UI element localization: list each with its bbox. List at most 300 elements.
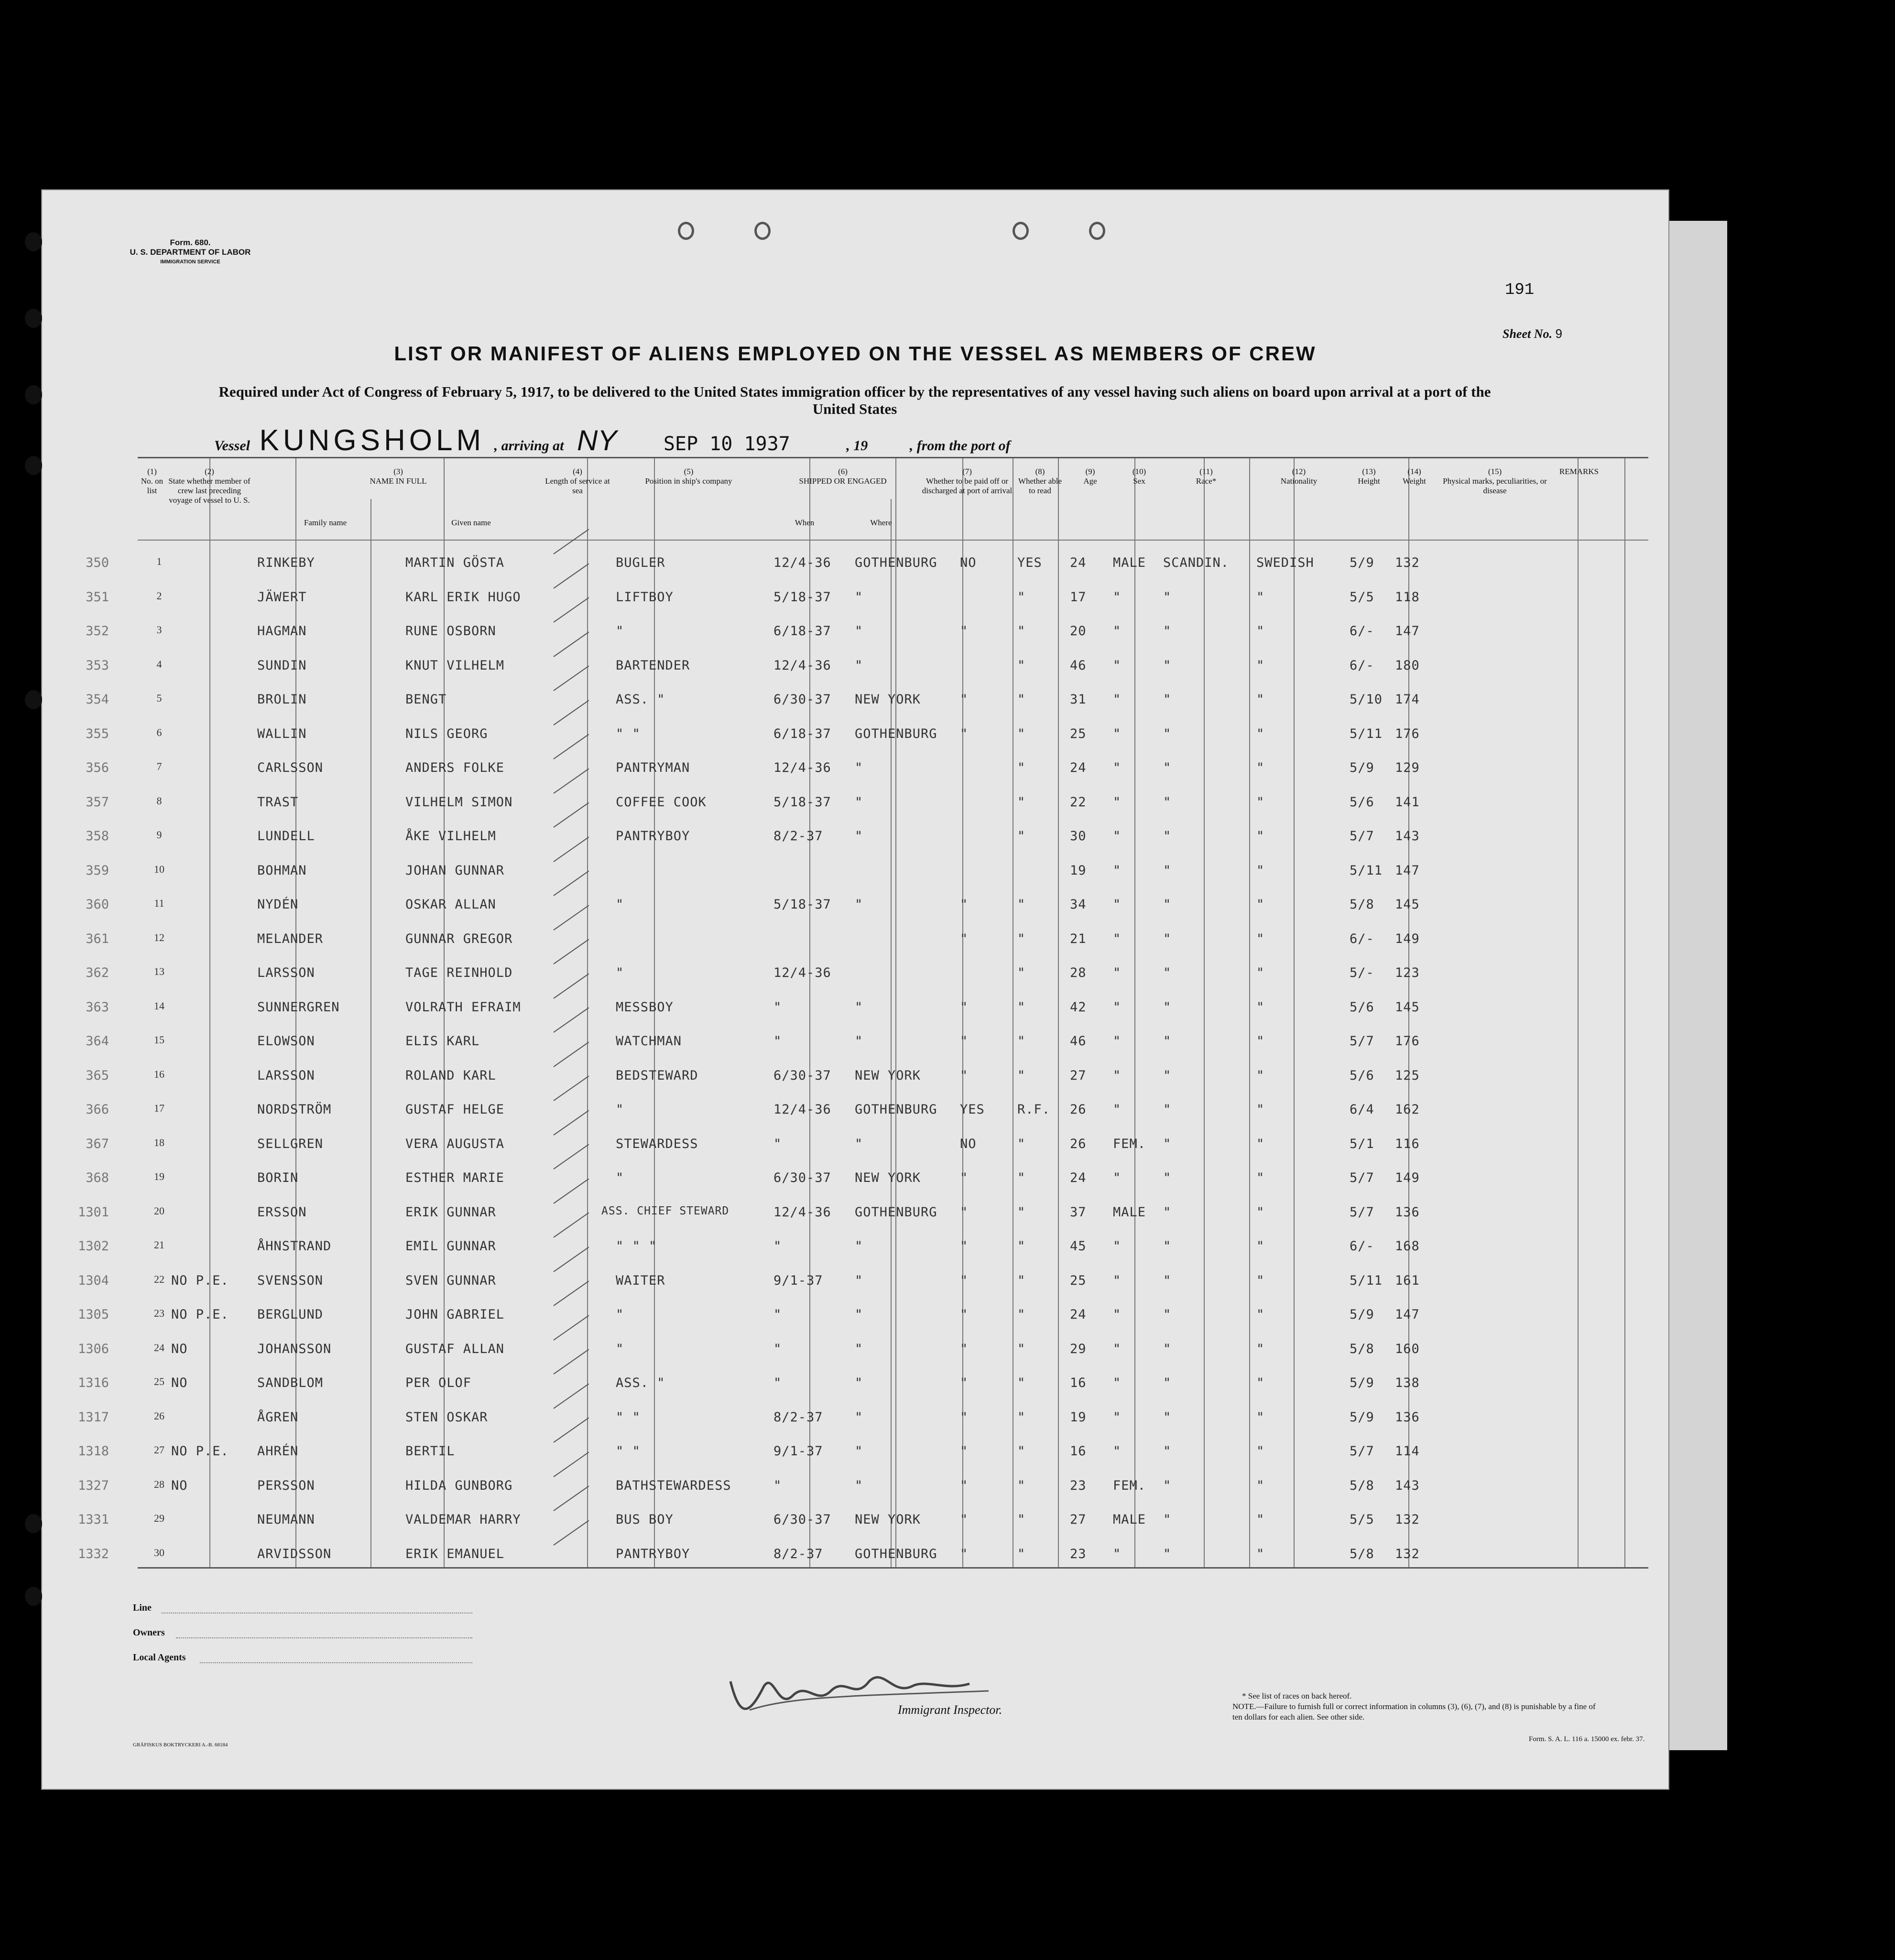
punch-hole (25, 232, 42, 251)
cell-sex: FEM. (1113, 1478, 1146, 1493)
cell-position: " " (616, 1444, 641, 1459)
vessel-line (214, 423, 1011, 457)
cell-age: 42 (1070, 999, 1087, 1015)
cell-no: 12 (154, 931, 164, 943)
cell-height: 5/11 (1350, 863, 1383, 878)
cell-given: VOLRATH EFRAIM (405, 999, 521, 1015)
cell-family: SANDBLOM (257, 1375, 324, 1390)
cell-given: ELIS KARL (405, 1034, 480, 1049)
margin-number: 359 (86, 863, 109, 878)
cell-age: 34 (1070, 897, 1087, 912)
cell-weight: 116 (1395, 1136, 1420, 1151)
cell-race: " (1163, 1444, 1172, 1459)
column-header (166, 467, 252, 505)
binder-ring (1089, 222, 1105, 240)
cell-weight: 129 (1395, 760, 1420, 775)
cell-family: LARSSON (257, 1068, 315, 1083)
cell-race: " (1163, 931, 1172, 946)
page-stamp: 191 (1505, 281, 1535, 299)
cell-where: " (855, 624, 863, 639)
table-row (77, 1499, 1648, 1533)
cell-no: 10 (154, 863, 164, 875)
cell-family: SUNDIN (257, 658, 307, 673)
cell-read: " (1017, 794, 1026, 810)
cell-where: GOTHENBURG (855, 555, 937, 570)
margin-number: 1302 (77, 1239, 109, 1254)
cell-where: " (855, 1478, 863, 1493)
cell-given: STEN OSKAR (405, 1409, 488, 1425)
cell-height: 5/8 (1350, 1478, 1374, 1493)
cell-age: 27 (1070, 1512, 1087, 1527)
column-label: Physical marks, peculiarities, or disease (1443, 476, 1547, 495)
cell-sex: " (1113, 931, 1122, 946)
cell-when: 12/4-36 (773, 1204, 831, 1220)
column-header (766, 467, 919, 486)
cell-when: " (773, 1375, 782, 1390)
cell-sex: " (1113, 965, 1122, 980)
cell-nat: " (1256, 931, 1265, 946)
cell-height: 5/8 (1350, 897, 1374, 912)
cell-age: 27 (1070, 1068, 1087, 1083)
cell-read: " (1017, 1512, 1026, 1527)
cell-sex: " (1113, 692, 1122, 707)
column-label: Weight (1403, 476, 1426, 486)
cell-given: ESTHER MARIE (405, 1170, 505, 1185)
cell-race: " (1163, 999, 1172, 1015)
binder-ring (678, 222, 694, 240)
cell-when: 6/30-37 (773, 1512, 831, 1527)
cell-read: " (1017, 1273, 1026, 1288)
binder-ring (1013, 222, 1029, 240)
cell-paid: " (960, 1307, 969, 1322)
cell-read: " (1017, 1068, 1026, 1083)
cell-read: " (1017, 1034, 1026, 1049)
cell-read: " (1017, 760, 1026, 775)
cell-paid: " (960, 624, 969, 639)
cell-height: 5/1 (1350, 1136, 1374, 1151)
cell-sex: " (1113, 1102, 1122, 1117)
year-label: , 19 (846, 438, 868, 454)
cell-given: JOHN GABRIEL (405, 1307, 505, 1322)
cell-nat: " (1256, 999, 1265, 1015)
table-row (77, 1533, 1648, 1567)
column-label: Whether able to read (1018, 476, 1062, 495)
printer-imprint: GRÄFISKUS BOKTRYCKERI A.-B. 68184 (133, 1742, 228, 1748)
cell-given: KNUT VILHELM (405, 658, 505, 673)
margin-number: 367 (86, 1136, 109, 1151)
cell-paid: YES (960, 1102, 985, 1117)
column-number: (2) (205, 467, 214, 476)
table-row (77, 1225, 1648, 1259)
cell-race: " (1163, 1375, 1172, 1390)
cell-position: BARTENDER (616, 658, 690, 673)
cell-sex: " (1113, 1273, 1122, 1288)
column-label: Length of service at sea (545, 476, 610, 495)
cell-nat: " (1256, 1204, 1265, 1220)
margin-number: 353 (86, 658, 109, 673)
cell-family: LARSSON (257, 965, 315, 980)
cell-height: 6/4 (1350, 1102, 1374, 1117)
margin-number: 362 (86, 965, 109, 980)
cell-position: COFFEE COOK (616, 794, 707, 810)
cell-sex: " (1113, 863, 1122, 878)
cell-nat: SWEDISH (1256, 555, 1314, 570)
cell-age: 26 (1070, 1136, 1087, 1151)
races-note: * See list of races on back hereof. (1242, 1691, 1352, 1700)
cell-position: WATCHMAN (616, 1034, 682, 1049)
cell-family: TRAST (257, 794, 299, 810)
column-number: (6) (838, 467, 848, 476)
inspector-label: Immigrant Inspector. (898, 1703, 1002, 1717)
cell-no: 23 (154, 1307, 164, 1319)
cell-given: VERA AUGUSTA (405, 1136, 505, 1151)
page-title: LIST OR MANIFEST OF ALIENS EMPLOYED ON THE VESSEL AS MEMBERS OF CREW (394, 342, 1317, 365)
table-row (86, 781, 1648, 815)
cell-when: 5/18-37 (773, 589, 831, 605)
cell-given: RUNE OSBORN (405, 624, 496, 639)
cell-when: " (773, 999, 782, 1015)
cell-where: " (855, 658, 863, 673)
cell-weight: 147 (1395, 863, 1420, 878)
cell-position: " (616, 1102, 624, 1117)
cell-where: " (855, 829, 863, 844)
cell-position: " " (616, 1409, 641, 1425)
column-label: Whether to be paid off or discharged at port of arrival (922, 476, 1013, 495)
cell-sex: " (1113, 624, 1122, 639)
column-number: (15) (1488, 467, 1502, 476)
cell-position: WAITER (616, 1273, 665, 1288)
column-header (611, 467, 766, 486)
cell-height: 5/11 (1350, 1273, 1383, 1288)
cell-height: 5/9 (1350, 1409, 1374, 1425)
margin-number: 1318 (77, 1444, 109, 1459)
cell-age: 20 (1070, 624, 1087, 639)
table-row (77, 1260, 1648, 1294)
margin-number: 364 (86, 1034, 109, 1049)
cell-age: 30 (1070, 829, 1087, 844)
cell-when: " (773, 1478, 782, 1493)
column-header (1392, 467, 1437, 486)
cell-race: " (1163, 863, 1172, 878)
cell-given: BENGT (405, 692, 447, 707)
cell-read: R.F. (1017, 1102, 1051, 1117)
punch-hole (25, 1514, 42, 1533)
cell-where: GOTHENBURG (855, 1546, 937, 1561)
cell-no: 27 (154, 1444, 164, 1456)
cell-weight: 160 (1395, 1341, 1420, 1356)
crew-table (77, 457, 1648, 1569)
column-label: Race* (1196, 476, 1217, 486)
cell-nat: " (1256, 1307, 1265, 1322)
cell-sex: " (1113, 726, 1122, 741)
margin-number: 1301 (77, 1204, 109, 1220)
cell-given: SVEN GUNNAR (405, 1273, 496, 1288)
margin-number: 357 (86, 794, 109, 810)
cell-where: " (855, 760, 863, 775)
cell-weight: 136 (1395, 1204, 1420, 1220)
cell-read: " (1017, 658, 1026, 673)
cell-read: " (1017, 1170, 1026, 1185)
cell-weight: 149 (1395, 1170, 1420, 1185)
cell-sex: " (1113, 897, 1122, 912)
cell-no: 18 (154, 1136, 164, 1148)
cell-nat: " (1256, 1444, 1265, 1459)
sheet-value: 9 (1555, 326, 1562, 341)
cell-position: PANTRYBOY (616, 1546, 690, 1561)
cell-given: GUNNAR GREGOR (405, 931, 513, 946)
column-header (138, 467, 166, 496)
cell-no: 15 (154, 1034, 164, 1046)
cell-paid: " (960, 1341, 969, 1356)
cell-given: ROLAND KARL (405, 1068, 496, 1083)
margin-number: 1306 (77, 1341, 109, 1356)
margin-number: 352 (86, 624, 109, 639)
cell-nat: " (1256, 965, 1265, 980)
table-row (86, 884, 1648, 918)
cell-race: " (1163, 1136, 1172, 1151)
cell-weight: 147 (1395, 624, 1420, 639)
service-name: IMMIGRATION SERVICE (160, 259, 220, 265)
table-row (86, 679, 1648, 713)
cell-position: BUGLER (616, 555, 665, 570)
cell-no: 30 (154, 1546, 164, 1559)
cell-no: 1 (156, 555, 162, 567)
column-header (1553, 467, 1605, 476)
cell-given: GUSTAF ALLAN (405, 1341, 505, 1356)
cell-family: SUNNERGREN (257, 999, 340, 1015)
cell-sex: " (1113, 760, 1122, 775)
cell-race: " (1163, 1409, 1172, 1425)
cell-where: " (855, 1341, 863, 1356)
cell-race: " (1163, 1102, 1172, 1117)
column-number: (1) (147, 467, 157, 476)
cell-height: 5/7 (1350, 829, 1374, 844)
margin-number: 358 (86, 829, 109, 844)
cell-paid: " (960, 897, 969, 912)
punch-hole (25, 456, 42, 475)
manifest-sheet (42, 190, 1668, 1789)
table-row (86, 1020, 1648, 1054)
cell-age: 16 (1070, 1375, 1087, 1390)
cell-race: " (1163, 1307, 1172, 1322)
cell-given: VALDEMAR HARRY (405, 1512, 521, 1527)
cell-read: " (1017, 897, 1026, 912)
owners-underline (176, 1637, 472, 1638)
header-rule (138, 540, 1648, 541)
cell-sex: " (1113, 1409, 1122, 1425)
cell-where: NEW YORK (855, 1068, 921, 1083)
cell-when: 6/30-37 (773, 1170, 831, 1185)
column-subheader: When (795, 518, 815, 527)
cell-race: " (1163, 1546, 1172, 1561)
column-number: (9) (1085, 467, 1095, 476)
cell-paid: " (960, 1478, 969, 1493)
column-header (1015, 467, 1065, 496)
cell-height: 6/- (1350, 624, 1374, 639)
cell-weight: 118 (1395, 589, 1420, 605)
column-header (1065, 467, 1115, 486)
cell-when: 6/30-37 (773, 1068, 831, 1083)
cell-when: " (773, 1136, 782, 1151)
cell-age: 25 (1070, 726, 1087, 741)
cell-race: " (1163, 1068, 1172, 1083)
cell-height: 5/9 (1350, 1307, 1374, 1322)
underlying-sheet (1664, 221, 1727, 1750)
cell-height: 5/9 (1350, 555, 1374, 570)
cell-when: 5/18-37 (773, 897, 831, 912)
cell-family: AHRÉN (257, 1444, 299, 1459)
cell-given: VILHELM SIMON (405, 794, 513, 810)
cell-sex: " (1113, 1375, 1122, 1390)
cell-age: 16 (1070, 1444, 1087, 1459)
cell-given: OSKAR ALLAN (405, 897, 496, 912)
cell-age: 45 (1070, 1239, 1087, 1254)
cell-sex: " (1113, 1546, 1122, 1561)
margin-number: 1317 (77, 1409, 109, 1425)
cell-race: " (1163, 829, 1172, 844)
cell-height: 5/10 (1350, 692, 1383, 707)
cell-race: " (1163, 692, 1172, 707)
cell-where: " (855, 794, 863, 810)
cell-read: " (1017, 1204, 1026, 1220)
cell-paid: " (960, 1409, 969, 1425)
cell-when: " (773, 1341, 782, 1356)
cell-sex: MALE (1113, 1204, 1146, 1220)
cell-family: NYDÉN (257, 897, 299, 912)
cell-sex: " (1113, 1341, 1122, 1356)
cell-where: " (855, 1273, 863, 1288)
cell-race: " (1163, 1239, 1172, 1254)
cell-read: " (1017, 726, 1026, 741)
cell-when: 9/1-37 (773, 1444, 823, 1459)
cell-where: " (855, 1136, 863, 1151)
cell-race: " (1163, 1512, 1172, 1527)
cell-read: " (1017, 1239, 1026, 1254)
cell-race: " (1163, 658, 1172, 673)
cell-race: " (1163, 794, 1172, 810)
column-label: No. on list (141, 476, 163, 495)
cell-when: 6/18-37 (773, 624, 831, 639)
cell-sex: " (1113, 1068, 1122, 1083)
table-row (86, 1157, 1648, 1191)
cell-race: SCANDIN. (1163, 555, 1230, 570)
column-label: SHIPPED OR ENGAGED (799, 476, 887, 486)
cell-read: " (1017, 624, 1026, 639)
cell-weight: 180 (1395, 658, 1420, 673)
cell-where: GOTHENBURG (855, 1204, 937, 1220)
column-number: (14) (1407, 467, 1421, 476)
cell-no: 25 (154, 1375, 164, 1387)
table-row (77, 1328, 1648, 1362)
cell-paid: " (960, 726, 969, 741)
cell-when: 5/18-37 (773, 794, 831, 810)
cell-nat: " (1256, 1546, 1265, 1561)
cell-race: " (1163, 1170, 1172, 1185)
cell-nat: " (1256, 1375, 1265, 1390)
margin-number: 1316 (77, 1375, 109, 1390)
cell-family: ELOWSON (257, 1034, 315, 1049)
cell-height: 5/7 (1350, 1204, 1374, 1220)
column-header (1115, 467, 1163, 486)
margin-number: 365 (86, 1068, 109, 1083)
cell-sex: " (1113, 1444, 1122, 1459)
cell-no: 26 (154, 1409, 164, 1422)
cell-nat: " (1256, 624, 1265, 639)
cell-family: SELLGREN (257, 1136, 324, 1151)
cell-weight: 168 (1395, 1239, 1420, 1254)
cell-age: 24 (1070, 1170, 1087, 1185)
vessel-label: Vessel (214, 438, 250, 454)
cell-prev: NO P.E. (171, 1273, 229, 1288)
column-subheader: Given name (451, 518, 491, 527)
cell-nat: " (1256, 829, 1265, 844)
cell-height: 6/- (1350, 931, 1374, 946)
column-number: (7) (962, 467, 972, 476)
cell-where: " (855, 589, 863, 605)
cell-given: ÅKE VILHELM (405, 829, 496, 844)
cell-height: 5/7 (1350, 1034, 1374, 1049)
column-number: (8) (1035, 467, 1045, 476)
margin-number: 356 (86, 760, 109, 775)
column-header (1437, 467, 1553, 496)
date-stamp: SEP 10 1937 (663, 433, 790, 455)
cell-nat: " (1256, 1170, 1265, 1185)
cell-age: 46 (1070, 1034, 1087, 1049)
cell-weight: 138 (1395, 1375, 1420, 1390)
cell-read: " (1017, 692, 1026, 707)
cell-given: PER OLOF (405, 1375, 472, 1390)
cell-nat: " (1256, 1512, 1265, 1527)
punch-hole (25, 690, 42, 709)
cell-family: JÄWERT (257, 589, 307, 605)
cell-position: " (616, 897, 624, 912)
cell-where: NEW YORK (855, 1512, 921, 1527)
owners-label: Owners (133, 1627, 165, 1638)
cell-sex: FEM. (1113, 1136, 1146, 1151)
cell-position: PANTRYMAN (616, 760, 690, 775)
cell-when: 8/2-37 (773, 1546, 823, 1561)
table-row (77, 1294, 1648, 1328)
cell-read: " (1017, 1136, 1026, 1151)
table-row (77, 1465, 1648, 1499)
table-row (77, 1191, 1648, 1225)
cell-age: 19 (1070, 1409, 1087, 1425)
cell-read: " (1017, 829, 1026, 844)
cell-paid: " (960, 1170, 969, 1185)
cell-given: NILS GEORG (405, 726, 488, 741)
cell-nat: " (1256, 1273, 1265, 1288)
cell-when: 12/4-36 (773, 1102, 831, 1117)
cell-height: 5/9 (1350, 1375, 1374, 1390)
cell-position: " (616, 624, 624, 639)
cell-when: 8/2-37 (773, 829, 823, 844)
cell-position: " " (616, 726, 641, 741)
cell-race: " (1163, 760, 1172, 775)
cell-family: LUNDELL (257, 829, 315, 844)
cell-height: 5/6 (1350, 1068, 1374, 1083)
cell-family: HAGMAN (257, 624, 307, 639)
cell-read: " (1017, 1546, 1026, 1561)
cell-position: ASS. CHIEF STEWARD (601, 1204, 730, 1217)
margin-number: 360 (86, 897, 109, 912)
cell-weight: 132 (1395, 1546, 1420, 1561)
cell-read: " (1017, 999, 1026, 1015)
cell-family: ERSSON (257, 1204, 307, 1220)
cell-no: 28 (154, 1478, 164, 1490)
column-number: (4) (573, 467, 582, 476)
cell-age: 37 (1070, 1204, 1087, 1220)
margin-number: 1331 (77, 1512, 109, 1527)
